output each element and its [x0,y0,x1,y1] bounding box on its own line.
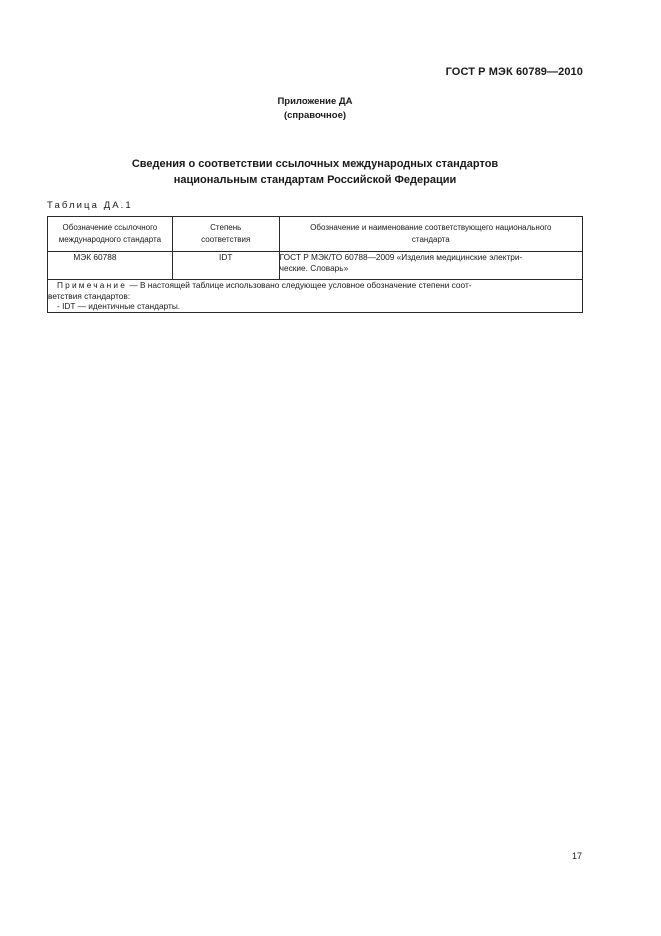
document-code: ГОСТ Р МЭК 60789—2010 [445,66,583,78]
national-standard-line1: ГОСТ Р МЭК/ТО 60788—2009 «Изделия медицинские электри- [279,252,523,262]
intl-standard-value: МЭК 60788 [73,252,117,262]
section-title [0,156,630,188]
header-national-standard-line2: стандарта [411,234,450,244]
table-header-row [48,217,583,252]
cell-intl-standard [48,252,173,280]
section-title-line2: национальным стандартам Российской Федерации [173,174,457,186]
appendix-subtitle: (справочное) [283,110,347,121]
note-text-line1: — В настоящей таблице использовано следующее условное обозначение степени соот- [129,280,472,290]
table-label: Таблица ДА.1 [47,200,133,211]
header-intl-standard [48,217,173,252]
note-item: - IDT — идентичные стандарты. [57,301,181,311]
appendix-heading [0,95,630,123]
header-intl-standard-line2: международного стандарта [58,234,162,244]
page-number: 17 [571,851,582,861]
appendix-title: Приложение ДА [277,96,353,107]
header-intl-standard-line1: Обозначение ссылочного [62,223,158,232]
header-national-standard-line1: Обозначение и наименование соответствующего национального [310,223,552,232]
cell-national-standard [279,252,582,280]
header-national-standard [279,217,582,252]
table-note-row [48,280,583,313]
note-text-line2: ветствия стандартов: [48,290,131,301]
note-line1 [48,280,582,291]
note-prefix: Примечание [57,280,128,290]
national-standard-line2: ческие. Словарь» [279,263,349,273]
header-degree-line1: Степень [210,223,242,232]
table-note [48,280,583,313]
header-degree [172,217,279,252]
section-title-line1: Сведения о соответствии ссылочных международных стандартов [131,158,499,170]
header-degree-line2: соответствия [201,234,251,244]
table-row [48,252,583,280]
cell-degree: IDT [172,252,279,280]
correspondence-table [47,216,583,313]
